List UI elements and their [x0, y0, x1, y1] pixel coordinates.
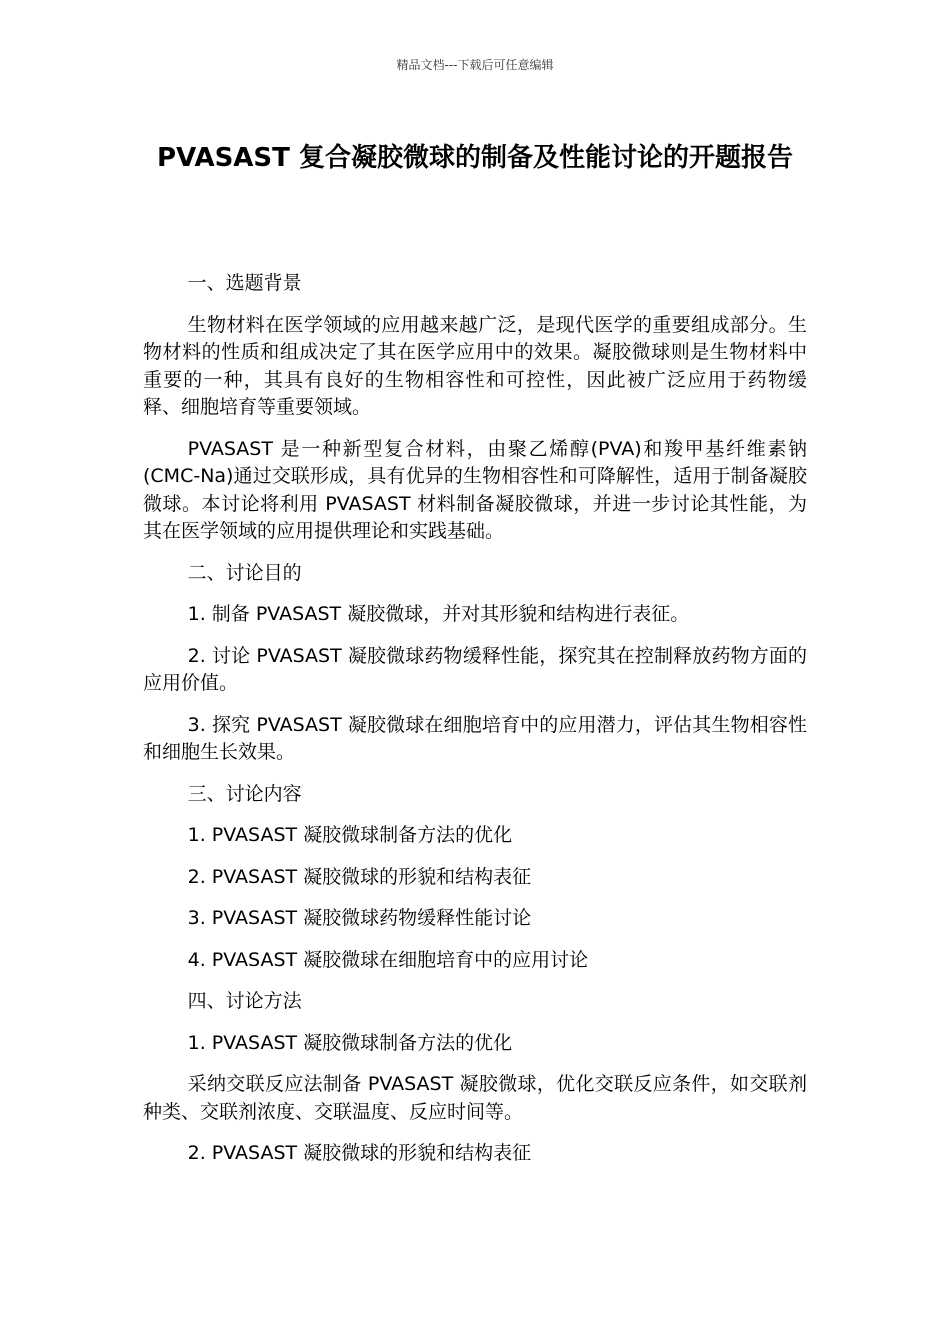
paragraph-background-2: PVASAST 是一种新型复合材料，由聚乙烯醇(PVA)和羧甲基纤维素钠(CMC-Na)通过交联形成，具有优异的生物相容性和可降解性，适用于制备凝胶微球。本讨论将利用 PVASAST 材料制备凝胶微球，并进一步讨论其性能，为其在医学领域的应用提供理论和实践基础。 — [143, 437, 807, 542]
section-heading-purpose: 二、讨论目的 — [187, 561, 302, 584]
document-body — [143, 270, 807, 1182]
content-item-1: 1. PVASAST 凝胶微球制备方法的优化 — [187, 824, 513, 846]
purpose-item-2: 2. 讨论 PVASAST 凝胶微球药物缓释性能，探究其在控制释放药物方面的应用价值。 — [143, 644, 807, 694]
content-item-4: 4. PVASAST 凝胶微球在细胞培育中的应用讨论 — [187, 948, 589, 971]
purpose-item-3: 3. 探究 PVASAST 凝胶微球在细胞培育中的应用潜力，评估其生物相容性和细胞生长效果。 — [143, 713, 807, 763]
purpose-item-1: 1. 制备 PVASAST 凝胶微球，并对其形貌和结构进行表征。 — [187, 603, 690, 625]
content-item-3: 3. PVASAST 凝胶微球药物缓释性能讨论 — [187, 907, 532, 929]
method-item-1: 1. PVASAST 凝胶微球制备方法的优化 — [187, 1031, 513, 1054]
method-item-2: 2. PVASAST 凝胶微球的形貌和结构表征 — [187, 1142, 532, 1164]
document-title: PVASAST 复合凝胶微球的制备及性能讨论的开题报告 — [157, 143, 793, 173]
paragraph-background-1: 生物材料在医学领域的应用越来越广泛，是现代医学的重要组成部分。生物材料的性质和组成决定了其在医学应用中的效果。凝胶微球则是生物材料中重要的一种，其具有良好的生物相容性和可控性，因此被广泛应用于药物缓释、细胞培育等重要领域。 — [143, 313, 807, 418]
section-heading-content: 三、讨论内容 — [187, 782, 302, 805]
section-heading-method: 四、讨论方法 — [187, 990, 302, 1012]
section-heading-background: 一、选题背景 — [187, 272, 302, 294]
page-header-note: 精品文档---下载后可任意编辑 — [396, 58, 554, 72]
method-item-1-detail: 采纳交联反应法制备 PVASAST 凝胶微球，优化交联反应条件，如交联剂种类、交联剂浓度、交联温度、反应时间等。 — [143, 1073, 807, 1123]
content-item-2: 2. PVASAST 凝胶微球的形貌和结构表征 — [187, 865, 532, 888]
